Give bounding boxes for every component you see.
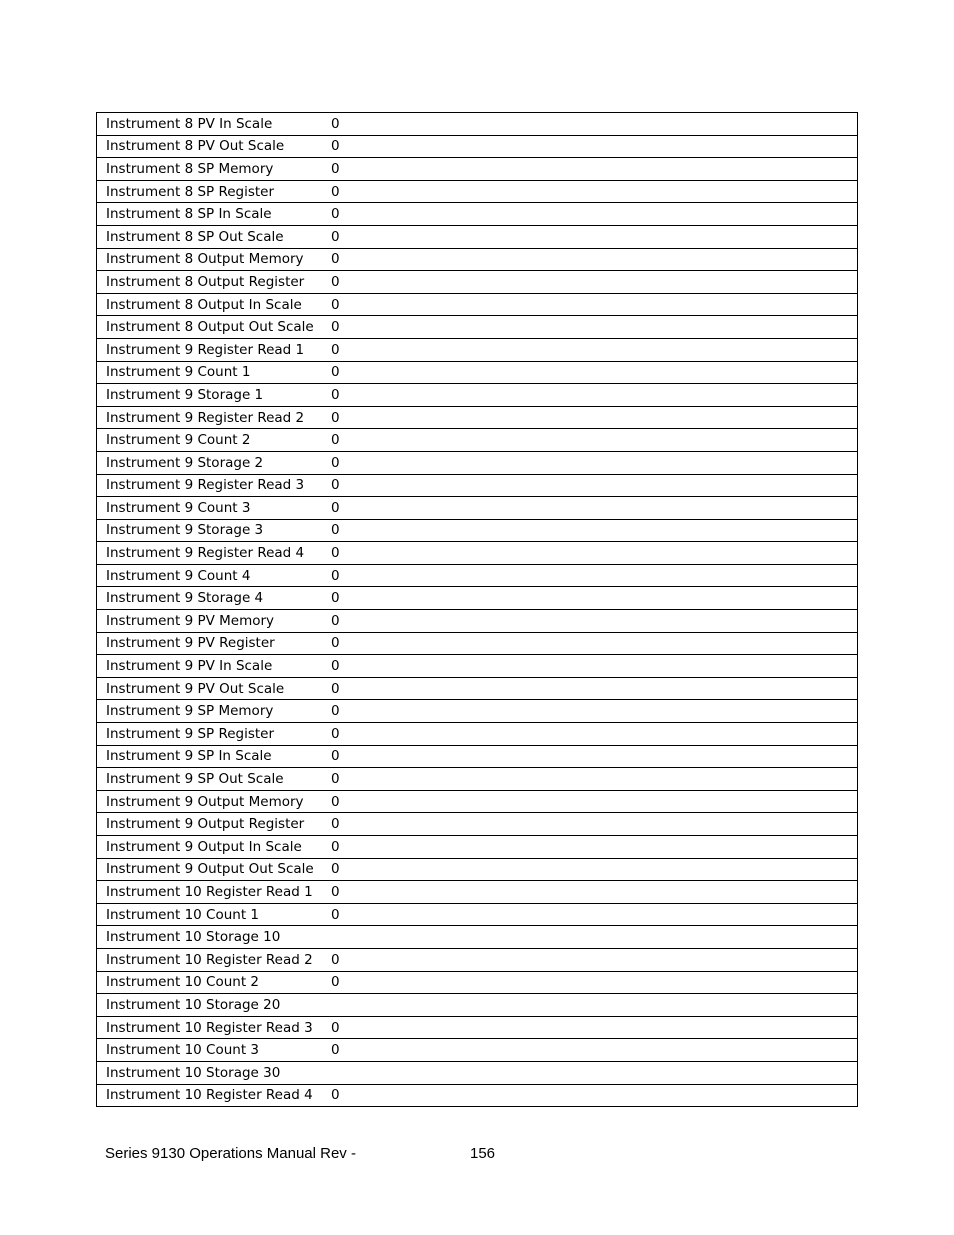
table-row <box>97 519 858 542</box>
parameter-value: 0 <box>330 971 858 994</box>
parameter-name: Instrument 9 PV In Scale <box>97 655 331 678</box>
table-row <box>97 768 858 791</box>
footer-manual-title: Series 9130 Operations Manual Rev - <box>105 1145 356 1162</box>
parameter-name: Instrument 9 Register Read 1 <box>97 338 331 361</box>
table-row <box>97 632 858 655</box>
parameter-value: 0 <box>330 587 858 610</box>
table-row <box>97 1016 858 1039</box>
table-row <box>97 836 858 859</box>
parameter-value: 0 <box>330 113 858 136</box>
table-row <box>97 723 858 746</box>
parameter-value: 0 <box>330 135 858 158</box>
parameter-name: Instrument 9 Count 3 <box>97 497 331 520</box>
table-row <box>97 135 858 158</box>
table-row <box>97 406 858 429</box>
parameter-name: Instrument 10 Storage 20 <box>97 994 331 1017</box>
parameter-name: Instrument 10 Storage 30 <box>97 1061 331 1084</box>
parameter-name: Instrument 9 SP In Scale <box>97 745 331 768</box>
table-row <box>97 158 858 181</box>
parameter-value: 0 <box>330 768 858 791</box>
table-row <box>97 271 858 294</box>
table-row <box>97 361 858 384</box>
parameter-name: Instrument 9 Output Memory <box>97 790 331 813</box>
table-row <box>97 971 858 994</box>
parameter-name: Instrument 9 Storage 2 <box>97 451 331 474</box>
parameter-name: Instrument 9 Register Read 2 <box>97 406 331 429</box>
parameter-value: 0 <box>330 248 858 271</box>
parameter-value: 0 <box>330 903 858 926</box>
parameter-value: 0 <box>330 293 858 316</box>
parameter-value: 0 <box>330 361 858 384</box>
parameter-value: 0 <box>330 338 858 361</box>
parameter-name: Instrument 8 Output Memory <box>97 248 331 271</box>
table-row <box>97 203 858 226</box>
table-row <box>97 994 858 1017</box>
table-row <box>97 338 858 361</box>
table-row <box>97 610 858 633</box>
parameter-name: Instrument 9 Count 4 <box>97 564 331 587</box>
parameter-name: Instrument 8 SP Register <box>97 180 331 203</box>
parameter-name: Instrument 10 Count 1 <box>97 903 331 926</box>
parameter-value: 0 <box>330 858 858 881</box>
parameter-value: 0 <box>330 813 858 836</box>
table-row <box>97 1084 858 1107</box>
parameter-value: 0 <box>330 316 858 339</box>
table-row <box>97 790 858 813</box>
parameter-name: Instrument 9 Output Out Scale <box>97 858 331 881</box>
parameter-name: Instrument 9 SP Out Scale <box>97 768 331 791</box>
parameter-name: Instrument 8 PV Out Scale <box>97 135 331 158</box>
table-row <box>97 225 858 248</box>
parameter-value: 0 <box>330 745 858 768</box>
parameter-value: 0 <box>330 158 858 181</box>
parameter-name: Instrument 10 Register Read 1 <box>97 881 331 904</box>
table-row <box>97 813 858 836</box>
table-row <box>97 248 858 271</box>
parameter-value: 0 <box>330 271 858 294</box>
parameter-name: Instrument 9 Count 2 <box>97 429 331 452</box>
parameter-value <box>330 1061 858 1084</box>
parameter-value: 0 <box>330 723 858 746</box>
parameter-name: Instrument 9 PV Memory <box>97 610 331 633</box>
parameter-name: Instrument 9 SP Register <box>97 723 331 746</box>
parameter-value: 0 <box>330 225 858 248</box>
parameter-name: Instrument 8 Output Out Scale <box>97 316 331 339</box>
table-row <box>97 858 858 881</box>
table-row <box>97 180 858 203</box>
parameter-value: 0 <box>330 655 858 678</box>
parameter-value: 0 <box>330 429 858 452</box>
parameter-name: Instrument 9 Output In Scale <box>97 836 331 859</box>
parameter-value: 0 <box>330 790 858 813</box>
parameter-value: 0 <box>330 836 858 859</box>
parameter-name: Instrument 10 Count 2 <box>97 971 331 994</box>
parameter-value <box>330 926 858 949</box>
parameter-name: Instrument 9 Storage 4 <box>97 587 331 610</box>
parameter-name: Instrument 8 SP In Scale <box>97 203 331 226</box>
table-row <box>97 948 858 971</box>
parameter-name: Instrument 9 Register Read 4 <box>97 542 331 565</box>
parameter-name: Instrument 10 Register Read 3 <box>97 1016 331 1039</box>
parameter-value: 0 <box>330 677 858 700</box>
table-row <box>97 745 858 768</box>
parameter-name: Instrument 9 Count 1 <box>97 361 331 384</box>
parameter-name: Instrument 8 SP Memory <box>97 158 331 181</box>
parameter-value: 0 <box>330 451 858 474</box>
parameter-name: Instrument 8 SP Out Scale <box>97 225 331 248</box>
parameter-name: Instrument 9 Storage 3 <box>97 519 331 542</box>
parameter-name: Instrument 9 Output Register <box>97 813 331 836</box>
table-row <box>97 587 858 610</box>
table-row <box>97 113 858 136</box>
parameter-table-body <box>97 113 858 1107</box>
table-row <box>97 926 858 949</box>
parameter-value: 0 <box>330 203 858 226</box>
parameter-value: 0 <box>330 632 858 655</box>
parameter-name: Instrument 8 Output Register <box>97 271 331 294</box>
parameter-table <box>96 112 858 1107</box>
parameter-name: Instrument 10 Register Read 2 <box>97 948 331 971</box>
parameter-name: Instrument 9 PV Register <box>97 632 331 655</box>
parameter-value: 0 <box>330 610 858 633</box>
parameter-value: 0 <box>330 1084 858 1107</box>
table-row <box>97 384 858 407</box>
parameter-value: 0 <box>330 406 858 429</box>
parameter-value: 0 <box>330 948 858 971</box>
parameter-name: Instrument 9 Register Read 3 <box>97 474 331 497</box>
table-row <box>97 881 858 904</box>
table-row <box>97 451 858 474</box>
table-row <box>97 474 858 497</box>
table-row <box>97 1039 858 1062</box>
parameter-value: 0 <box>330 497 858 520</box>
parameter-name: Instrument 10 Count 3 <box>97 1039 331 1062</box>
table-row <box>97 655 858 678</box>
table-row <box>97 1061 858 1084</box>
parameter-value: 0 <box>330 474 858 497</box>
parameter-name: Instrument 9 PV Out Scale <box>97 677 331 700</box>
parameter-value: 0 <box>330 519 858 542</box>
table-row <box>97 293 858 316</box>
parameter-value: 0 <box>330 1016 858 1039</box>
table-row <box>97 700 858 723</box>
parameter-value: 0 <box>330 542 858 565</box>
parameter-name: Instrument 10 Storage 10 <box>97 926 331 949</box>
table-row <box>97 316 858 339</box>
table-row <box>97 677 858 700</box>
parameter-value: 0 <box>330 881 858 904</box>
parameter-value <box>330 994 858 1017</box>
parameter-value: 0 <box>330 180 858 203</box>
parameter-name: Instrument 10 Register Read 4 <box>97 1084 331 1107</box>
footer-page-number: 156 <box>470 1145 496 1162</box>
parameter-name: Instrument 8 Output In Scale <box>97 293 331 316</box>
parameter-name: Instrument 8 PV In Scale <box>97 113 331 136</box>
parameter-name: Instrument 9 SP Memory <box>97 700 331 723</box>
parameter-value: 0 <box>330 564 858 587</box>
table-row <box>97 497 858 520</box>
table-row <box>97 542 858 565</box>
table-row <box>97 903 858 926</box>
parameter-value: 0 <box>330 1039 858 1062</box>
parameter-name: Instrument 9 Storage 1 <box>97 384 331 407</box>
parameter-value: 0 <box>330 384 858 407</box>
table-row <box>97 564 858 587</box>
table-row <box>97 429 858 452</box>
parameter-value: 0 <box>330 700 858 723</box>
